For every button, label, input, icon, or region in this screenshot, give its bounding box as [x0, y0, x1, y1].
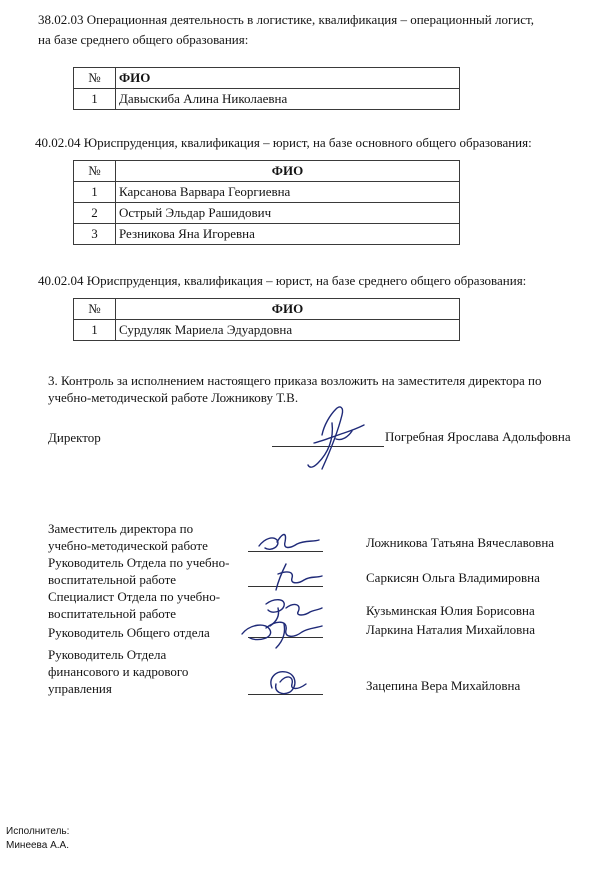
director-title: Директор	[48, 430, 101, 445]
approval-4-signature	[236, 612, 326, 652]
col-name-header: ФИО	[116, 68, 460, 89]
row-num: 1	[74, 89, 116, 110]
approval-title-line: воспитательной работе	[48, 572, 177, 587]
approval-title-line: управления	[48, 681, 112, 696]
col-name-header: ФИО	[116, 161, 460, 182]
section-1-heading-line-2: на базе среднего общего образования:	[38, 32, 249, 47]
director-name: Погребная Ярослава Адольфовна	[385, 429, 571, 444]
row-name: Сурдуляк Мариела Эдуардовна	[116, 320, 460, 341]
table-header-row	[74, 68, 460, 89]
section-3-table	[73, 298, 460, 341]
table-row	[74, 203, 460, 224]
approval-title-line: Руководитель Отдела по учебно-	[48, 555, 230, 570]
approval-title-line: учебно-методической работе	[48, 538, 208, 553]
row-num: 3	[74, 224, 116, 245]
executor-name: Минеева А.А.	[6, 840, 69, 851]
director-signature	[292, 403, 370, 479]
row-name: Карсанова Варвара Георгиевна	[116, 182, 460, 203]
executor-label: Исполнитель:	[6, 826, 70, 837]
approval-1-signature	[255, 528, 321, 558]
approval-5-signature	[262, 664, 314, 700]
approval-2-title	[48, 554, 229, 588]
approval-2-name: Саркисян Ольга Владимировна	[366, 570, 540, 585]
approval-title-line: Руководитель Общего отдела	[48, 625, 210, 640]
row-num: 1	[74, 320, 116, 341]
section-2-table	[73, 160, 460, 245]
col-num-header: №	[74, 299, 116, 320]
clause-line-2: учебно-методической работе Ложникову Т.В.	[48, 390, 299, 405]
table-header-row	[74, 299, 460, 320]
approval-title-line: Заместитель директора по	[48, 521, 194, 536]
table-row	[74, 224, 460, 245]
col-name-header: ФИО	[116, 299, 460, 320]
approval-5-title	[48, 646, 188, 697]
approval-title-line: финансового и кадрового	[48, 664, 189, 679]
approval-4-name: Ларкина Наталия Михайловна	[366, 622, 535, 637]
row-name: Острый Эльдар Рашидович	[116, 203, 460, 224]
approval-title-line: Руководитель Отдела	[48, 647, 167, 662]
table-row	[74, 320, 460, 341]
section-3-heading: 40.02.04 Юриспруденция, квалификация – юрист, на базе среднего общего образования:	[38, 273, 527, 288]
approval-5-name: Зацепина Вера Михайловна	[366, 678, 521, 693]
row-num: 1	[74, 182, 116, 203]
clause-line-1: 3. Контроль за исполнением настоящего приказа возложить на заместителя директора по	[48, 373, 542, 388]
section-2-heading: 40.02.04 Юриспруденция, квалификация – юрист, на базе основного общего образования:	[35, 135, 532, 150]
approval-title-line: Специалист Отдела по учебно-	[48, 589, 221, 604]
row-name: Давыскиба Алина Николаевна	[116, 89, 460, 110]
approval-4-title	[48, 624, 210, 641]
section-1-table	[73, 67, 460, 110]
col-num-header: №	[74, 68, 116, 89]
section-1-heading-line-1: 38.02.03 Операционная деятельность в логистике, квалификация – операционный логист,	[38, 12, 534, 27]
col-num-header: №	[74, 161, 116, 182]
table-header-row	[74, 161, 460, 182]
table-row	[74, 182, 460, 203]
approval-title-line: воспитательной работе	[48, 606, 177, 621]
approval-3-title	[48, 588, 220, 622]
approval-1-name: Ложникова Татьяна Вячеславовна	[366, 535, 555, 550]
table-row	[74, 89, 460, 110]
approval-3-name: Кузьминская Юлия Борисовна	[366, 603, 535, 618]
row-name: Резникова Яна Игоревна	[116, 224, 460, 245]
row-num: 2	[74, 203, 116, 224]
approval-2-signature	[268, 560, 326, 592]
approval-1-title	[48, 520, 208, 554]
